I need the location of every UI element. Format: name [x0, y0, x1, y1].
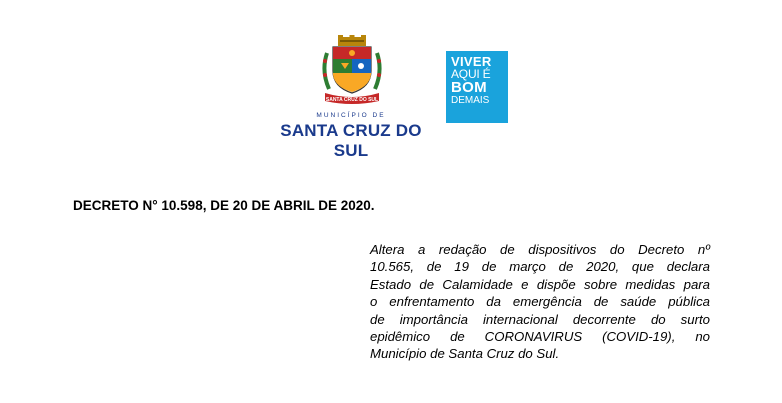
summary-line: epidêmico de CORONAVIRUS (COVID-19), no: [370, 329, 710, 345]
slogan-line-4: DEMAIS: [451, 95, 490, 106]
municipio-name: SANTA CRUZ DO SUL: [280, 121, 422, 160]
municipio-label: MUNICÍPIO DE: [316, 112, 386, 119]
slogan-line-1: VIVER: [451, 54, 492, 69]
summary-line: de importância internacional decorrente do surto: [370, 311, 710, 327]
summary-line: Altera a redação de dispositivos do Decreto nº: [370, 242, 710, 257]
slogan-line-3: BOM: [451, 79, 487, 96]
municipality-logo: [277, 35, 425, 160]
summary-line: Município de Santa Cruz do Sul.: [370, 346, 560, 362]
coat-of-arms-icon: [319, 35, 385, 107]
slogan-logo: [446, 51, 508, 123]
summary-line: Estado de Calamidade e dispõe sobre medidas para: [370, 276, 710, 292]
summary-line: 10.565, de 19 de março de 2020, que declara: [370, 259, 710, 275]
decree-title: DECRETO N° 10.598, DE 20 DE ABRIL DE 2020.: [73, 198, 375, 213]
decree-summary: [370, 241, 710, 363]
crest-scroll-text: SANTA CRUZ DO SUL: [325, 97, 379, 103]
slogan-line-2: AQUI É: [451, 67, 491, 81]
summary-line: o enfrentamento da emergência de saúde pública: [370, 294, 710, 310]
document-header: [0, 0, 782, 160]
